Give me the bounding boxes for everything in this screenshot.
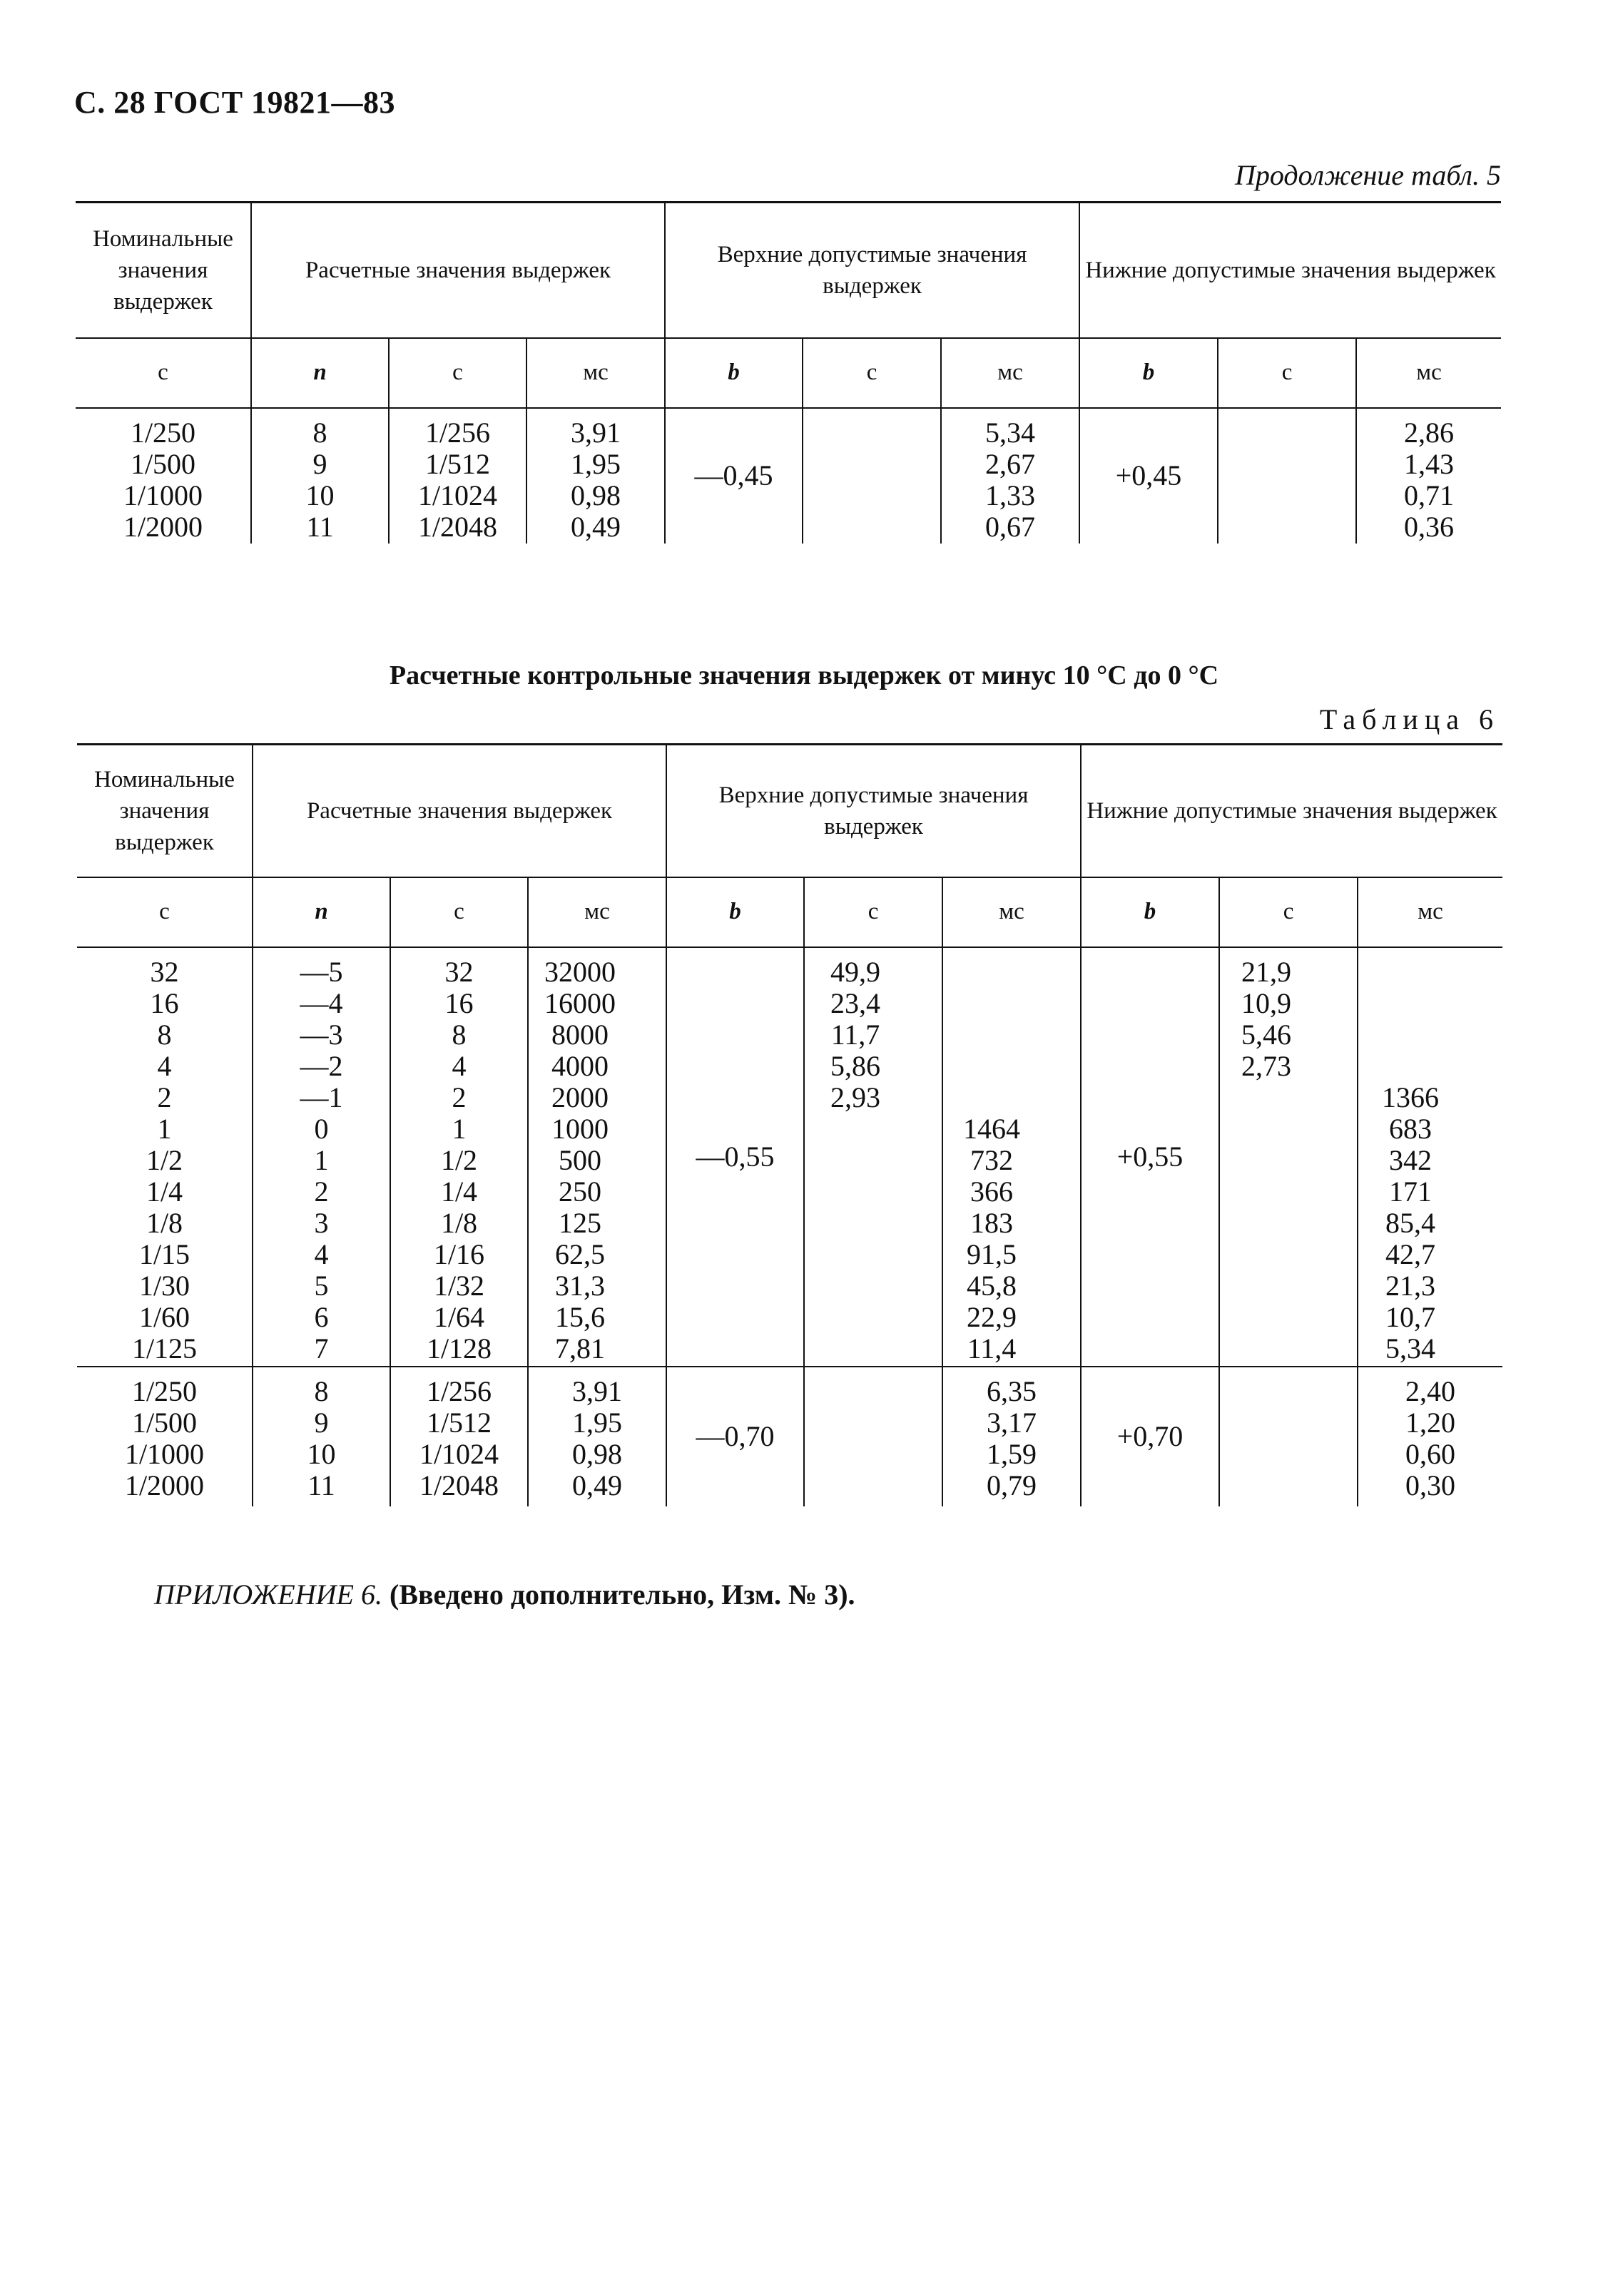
lower-s-values [1220, 956, 1313, 1082]
cell-value: 32000 [544, 955, 616, 988]
cell-value: 1 [157, 1112, 172, 1145]
cell-value: 5,34 [1385, 1332, 1436, 1364]
lower-ms-values [1358, 1082, 1462, 1364]
cell-value: 10 [307, 1437, 336, 1470]
cell-value: 15,6 [555, 1300, 605, 1333]
cell-value: 1/512 [424, 447, 491, 480]
cell-value: 5 [314, 1269, 329, 1302]
cell-value: 22,9 [967, 1300, 1017, 1333]
header-nominal: Номинальные значения выдержек [76, 203, 251, 338]
cell-value: 1,95 [571, 447, 621, 480]
header-lower: Нижние допустимые значения выдержек [1081, 745, 1502, 877]
cell-value: 1/8 [146, 1206, 183, 1239]
upper-ms-values [943, 1376, 1080, 1501]
cell-value: 0 [314, 1112, 329, 1145]
cell-value: 4 [452, 1049, 467, 1082]
cell-value: 2 [157, 1081, 172, 1113]
cell-value: 1/16 [433, 1238, 485, 1270]
unit-cell: с [1218, 338, 1356, 408]
cell-value: 1/256 [426, 1374, 492, 1407]
cell-value: 16000 [544, 986, 616, 1019]
calc-ms-values [529, 1376, 666, 1501]
lower-b-value: +0,70 [1081, 1367, 1219, 1506]
cell-value: 16 [150, 986, 179, 1019]
cell-value: 9 [312, 447, 327, 480]
calc-s-values [390, 417, 526, 543]
cell-value: 1/1000 [123, 479, 203, 511]
cell-value: 1366 [1382, 1081, 1440, 1113]
upper-b-value: —0,45 [665, 408, 803, 544]
cell-value: 11 [307, 1469, 335, 1501]
cell-value: 8000 [551, 1018, 609, 1051]
cell-value: 85,4 [1385, 1206, 1436, 1239]
cell-value: 2 [452, 1081, 467, 1113]
header-calculated: Расчетные значения выдержек [253, 745, 666, 877]
header-upper: Верхние допустимые значения выдержек [666, 745, 1081, 877]
cell-value: 1,33 [985, 479, 1036, 511]
unit-cell: с [804, 877, 942, 947]
cell-value: 4000 [551, 1049, 609, 1082]
unit-cell: с [389, 338, 526, 408]
upper-b-value: —0,70 [666, 1367, 804, 1506]
cell-value: 1/256 [424, 416, 491, 449]
calc-ms-values [529, 956, 631, 1364]
cell-value: 366 [970, 1175, 1014, 1208]
cell-value: 6 [314, 1300, 329, 1333]
cell-value: 125 [559, 1206, 601, 1239]
cell-value: 7,81 [555, 1332, 605, 1364]
cell-value: 8 [157, 1018, 172, 1051]
cell-value: 32 [444, 955, 474, 988]
nominal-values [77, 956, 252, 1364]
upper-b-value: —0,55 [666, 947, 804, 1367]
cell-value: 1/2000 [123, 510, 203, 543]
lower-ms-values [1357, 417, 1501, 543]
unit-cell: b [666, 877, 804, 947]
cell-value: 21,3 [1385, 1269, 1436, 1302]
cell-value: 0,49 [571, 510, 621, 543]
cell-value: 1/512 [426, 1406, 492, 1439]
cell-value: 42,7 [1385, 1238, 1436, 1270]
cell-value: 8 [314, 1374, 329, 1407]
cell-value: 1/32 [433, 1269, 485, 1302]
table-5 [76, 201, 1501, 544]
table-6-title: Расчетные контрольные значения выдержек от минус 10 °С до 0 °С [389, 660, 1219, 690]
header-lower: Нижние допустимые значения выдержек [1079, 203, 1501, 338]
unit-cell: с [77, 877, 253, 947]
cell-value: 10,7 [1385, 1300, 1436, 1333]
cell-value: 1/1024 [419, 1437, 499, 1470]
cell-value: 732 [970, 1143, 1014, 1176]
cell-value: 1/2000 [124, 1469, 205, 1501]
cell-value: 5,34 [985, 416, 1036, 449]
cell-value: 1000 [551, 1112, 609, 1145]
cell-value: 171 [1389, 1175, 1433, 1208]
upper-ms-values [943, 1113, 1040, 1364]
appendix-title: ПРИЛОЖЕНИЕ 6. [154, 1578, 382, 1611]
cell-value: 2,93 [830, 1081, 881, 1113]
cell-value: 49,9 [830, 955, 881, 988]
cell-value: —5 [300, 955, 343, 988]
cell-value: 2,67 [985, 447, 1036, 480]
unit-cell: n [251, 338, 389, 408]
nominal-values [76, 417, 250, 543]
cell-value: 0,60 [1405, 1437, 1456, 1470]
cell-value: 500 [559, 1143, 601, 1176]
cell-value: 1/1024 [417, 479, 498, 511]
cell-value: —3 [300, 1018, 343, 1051]
cell-value: —1 [300, 1081, 343, 1113]
cell-value: 1 [452, 1112, 467, 1145]
cell-value: 0,98 [572, 1437, 622, 1470]
cell-value: 16 [444, 986, 474, 1019]
calc-s-values [391, 1376, 527, 1501]
continuation-label: Продолжение табл. 5 [1234, 159, 1501, 191]
unit-cell: с [390, 877, 528, 947]
cell-value: 0,30 [1405, 1469, 1456, 1501]
cell-value: 1 [314, 1143, 329, 1176]
unit-cell: мс [1356, 338, 1501, 408]
cell-value: 23,4 [830, 986, 881, 1019]
unit-cell: мс [528, 877, 666, 947]
cell-value: 1/2 [146, 1143, 183, 1176]
cell-value: 0,98 [571, 479, 621, 511]
upper-s-values [805, 956, 906, 1113]
cell-value: 1/250 [130, 416, 196, 449]
table-6 [77, 743, 1502, 1506]
cell-value: 1,43 [1404, 447, 1455, 480]
cell-value: 683 [1389, 1112, 1433, 1145]
cell-value: 0,71 [1404, 479, 1455, 511]
n-values [252, 417, 388, 543]
cell-value: 1,59 [987, 1437, 1037, 1470]
cell-value: 1/500 [131, 1406, 198, 1439]
unit-cell: мс [942, 877, 1081, 947]
cell-value: 2000 [551, 1081, 609, 1113]
cell-value: 1/2048 [419, 1469, 499, 1501]
calc-ms-values [527, 417, 664, 543]
lower-b-value: +0,45 [1079, 408, 1218, 544]
cell-value: 1/4 [440, 1175, 478, 1208]
cell-value: 1/8 [440, 1206, 478, 1239]
header-nominal: Номинальные значения выдержек [77, 745, 253, 877]
cell-value: 5,46 [1241, 1018, 1292, 1051]
unit-cell: b [665, 338, 803, 408]
appendix-note [154, 1578, 855, 1611]
cell-value: 45,8 [967, 1269, 1017, 1302]
cell-value: 0,36 [1404, 510, 1455, 543]
cell-value: 1/15 [138, 1238, 190, 1270]
cell-value: 2,86 [1404, 416, 1455, 449]
cell-value: 11,7 [830, 1018, 880, 1051]
cell-value: 9 [314, 1406, 329, 1439]
cell-value: 4 [157, 1049, 172, 1082]
cell-value: 10,9 [1241, 986, 1292, 1019]
cell-value: 31,3 [555, 1269, 605, 1302]
unit-cell: мс [1358, 877, 1502, 947]
n-values [253, 1376, 390, 1501]
cell-value: 1/128 [426, 1332, 492, 1364]
cell-value: 3,91 [572, 1374, 622, 1407]
cell-value: 8 [452, 1018, 467, 1051]
appendix-remark: (Введено дополнительно, Изм. № 3). [389, 1578, 855, 1611]
cell-value: 1/2 [440, 1143, 478, 1176]
cell-value: 8 [312, 416, 327, 449]
cell-value: 3,17 [987, 1406, 1037, 1439]
cell-value: 7 [314, 1332, 329, 1364]
cell-value: 1/64 [433, 1300, 485, 1333]
lower-ms-values [1358, 1376, 1502, 1501]
cell-value: 5,86 [830, 1049, 881, 1082]
cell-value: 250 [559, 1175, 601, 1208]
cell-value: 3 [314, 1206, 329, 1239]
cell-value: 0,67 [985, 510, 1036, 543]
page-header: С. 28 ГОСТ 19821—83 [74, 85, 396, 120]
cell-value: 1,95 [572, 1406, 622, 1439]
unit-cell: b [1081, 877, 1219, 947]
table-6-label: Таблица 6 [1319, 703, 1500, 735]
cell-value: 342 [1389, 1143, 1433, 1176]
cell-value: 32 [150, 955, 179, 988]
cell-value: 2 [314, 1175, 329, 1208]
calc-s-values [391, 956, 527, 1364]
cell-value: 1/30 [138, 1269, 190, 1302]
nominal-values [77, 1376, 252, 1501]
unit-cell: n [253, 877, 390, 947]
unit-cell: с [1219, 877, 1358, 947]
cell-value: —4 [300, 986, 343, 1019]
cell-value: 1/2048 [417, 510, 498, 543]
cell-value: 1/500 [130, 447, 196, 480]
cell-value: 2,40 [1405, 1374, 1456, 1407]
cell-value: 1,20 [1405, 1406, 1456, 1439]
cell-value: 1/4 [146, 1175, 183, 1208]
header-calculated: Расчетные значения выдержек [251, 203, 665, 338]
cell-value: 3,91 [571, 416, 621, 449]
unit-cell: с [803, 338, 941, 408]
cell-value: —2 [300, 1049, 343, 1082]
cell-value: 62,5 [555, 1238, 605, 1270]
cell-value: 4 [314, 1238, 329, 1270]
cell-value: 0,79 [987, 1469, 1037, 1501]
header-upper: Верхние допустимые значения выдержек [665, 203, 1079, 338]
cell-value: 1464 [963, 1112, 1021, 1145]
cell-value: 11 [306, 510, 334, 543]
cell-value: 1/125 [131, 1332, 198, 1364]
unit-cell: b [1079, 338, 1218, 408]
cell-value: 1/1000 [124, 1437, 205, 1470]
cell-value: 0,49 [572, 1469, 622, 1501]
cell-value: 6,35 [987, 1374, 1037, 1407]
cell-value: 2,73 [1241, 1049, 1292, 1082]
unit-cell: с [76, 338, 251, 408]
unit-cell: мс [941, 338, 1079, 408]
cell-value: 1/60 [138, 1300, 190, 1333]
cell-value: 21,9 [1241, 955, 1292, 988]
unit-cell: мс [526, 338, 665, 408]
n-values [253, 956, 390, 1364]
lower-b-value: +0,55 [1081, 947, 1219, 1367]
cell-value: 183 [970, 1206, 1014, 1239]
cell-value: 1/250 [131, 1374, 198, 1407]
cell-value: 10 [305, 479, 335, 511]
cell-value: 11,4 [967, 1332, 1017, 1364]
cell-value: 91,5 [967, 1238, 1017, 1270]
upper-ms-values [942, 417, 1079, 543]
